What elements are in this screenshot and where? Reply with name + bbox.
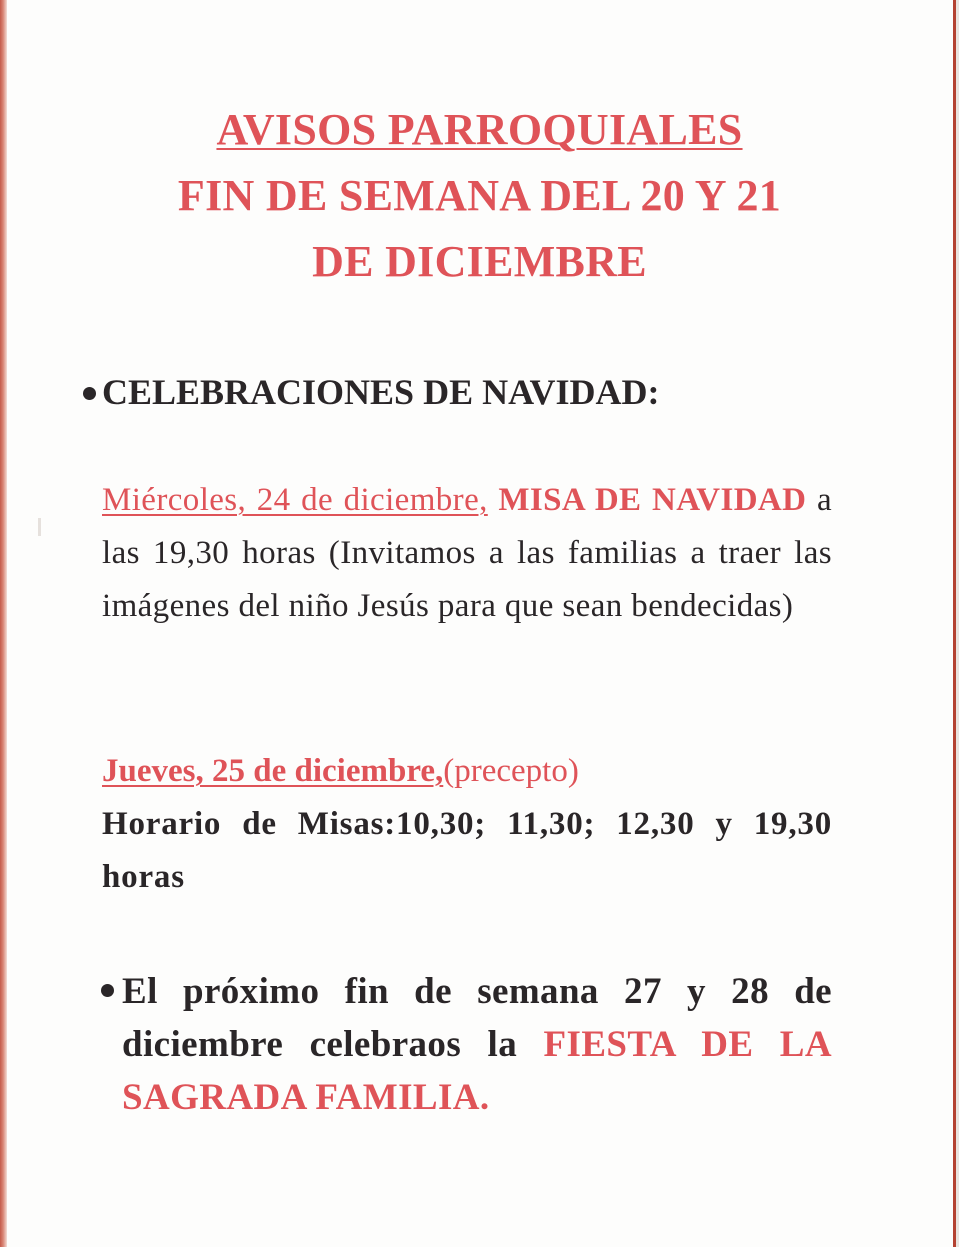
section-heading: CELEBRACIONES DE NAVIDAD:: [102, 372, 660, 412]
title-line-2: FIN DE SEMANA DEL 20 Y 21: [177, 171, 782, 220]
bullet-icon: [83, 387, 96, 400]
next-weekend-text: El próximo fin de semana 27 y 28 de diciembre celebraos la: [122, 971, 832, 1065]
title-line-3: DE DICIEMBRE: [312, 237, 647, 286]
bullet-icon: [101, 984, 114, 997]
christmas-day-note: (precepto): [443, 753, 579, 789]
next-weekend-paragraph: [122, 965, 832, 1124]
christmas-eve-details: a las 19,30 horas (Invitamos a las familias a traer las imágenes del niño Jesús para que sean bendecidas): [102, 482, 832, 624]
paper-mark: [38, 518, 41, 536]
christmas-day-paragraph: [102, 745, 832, 904]
title-line-1: [0, 106, 959, 154]
christmas-eve-paragraph: [102, 474, 832, 633]
title-line-1-text: AVISOS PARROQUIALES: [216, 105, 743, 154]
mass-schedule: Horario de Misas:10,30; 11,30; 12,30 y 19,30 horas: [102, 806, 832, 895]
feast-name: FIESTA DE LA SAGRADA FAMILIA.: [122, 1024, 832, 1118]
christmas-eve-mass: MISA DE NAVIDAD: [498, 482, 807, 518]
christmas-day-date: Jueves, 25 de diciembre,: [102, 753, 444, 789]
christmas-eve-date: Miércoles, 24 de diciembre,: [102, 482, 488, 518]
